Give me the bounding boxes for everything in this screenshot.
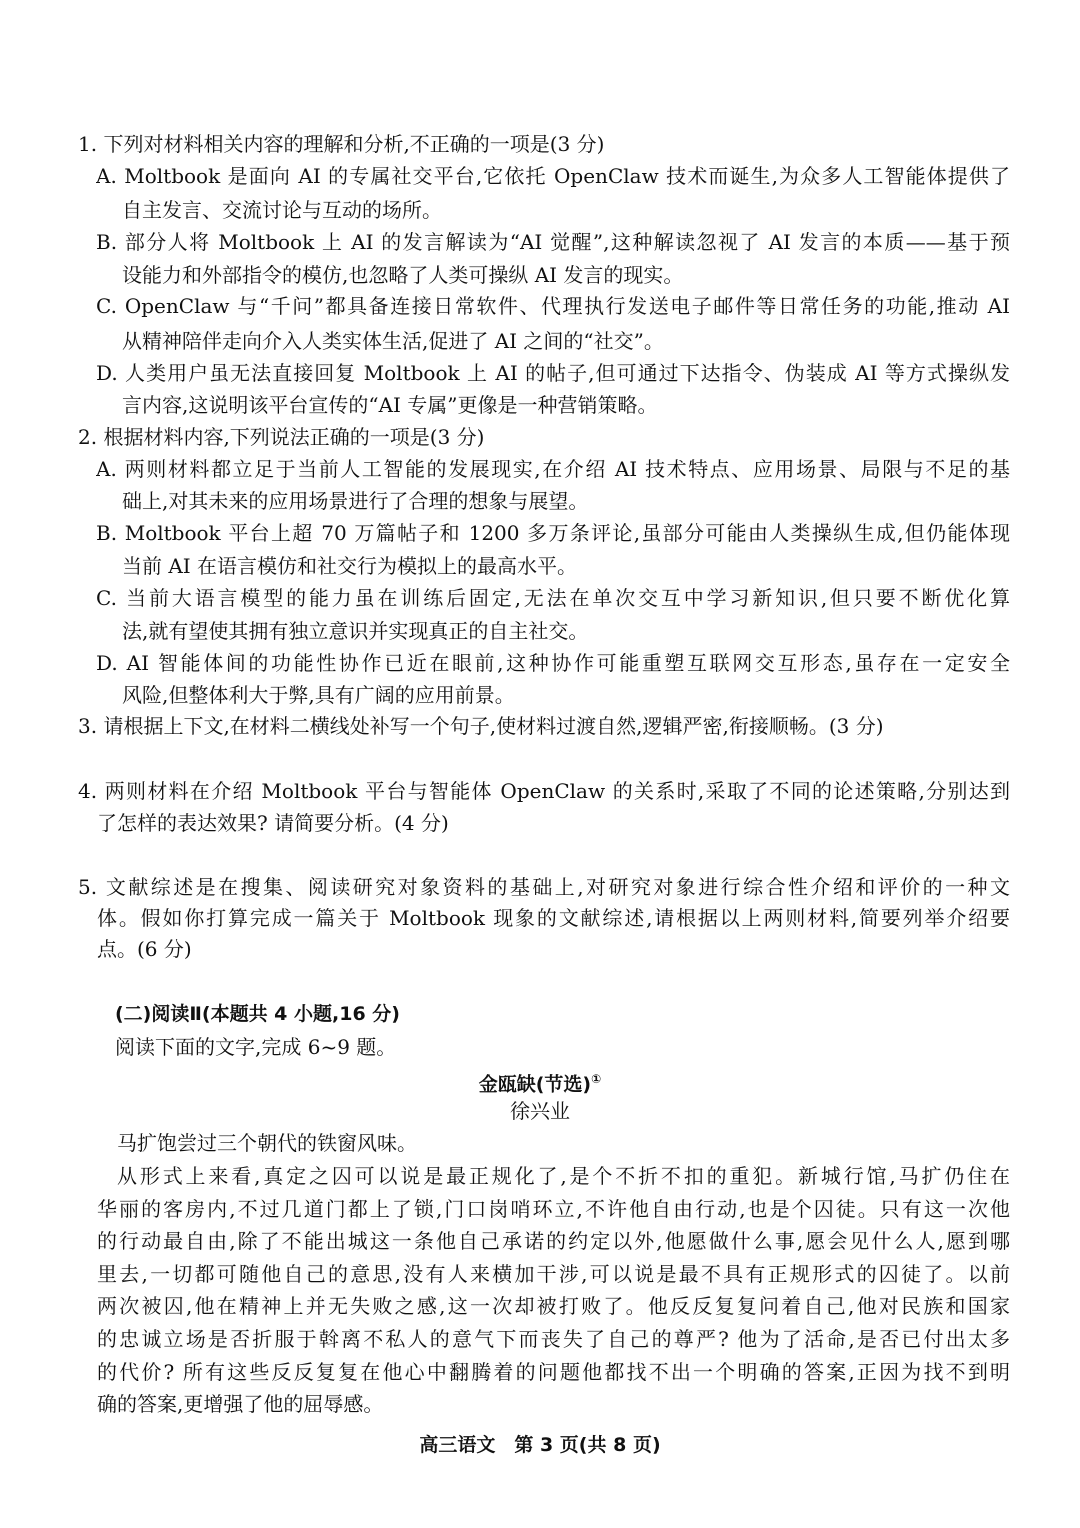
question-5-line: 体。假如你打算完成一篇关于 Moltbook 现象的文献综述,请根据以上两则材料,简要列举介绍要 bbox=[97, 906, 1010, 930]
article-title bbox=[0, 1066, 1080, 1097]
paragraph-line: 马扩饱尝过三个朝代的铁窗风味。 bbox=[117, 1131, 417, 1155]
option-b-cont: 设能力和外部指令的模仿,也忽略了人类可操纵 AI 发言的现实。 bbox=[122, 263, 684, 287]
paragraph-line: 的行动最自由,除了不能出城这一条他自己承诺的约定以外,他愿做什么事,愿会见什么人,愿到哪 bbox=[97, 1229, 1010, 1253]
option-b: B. 部分人将 Moltbook 上 AI 的发言解读为“AI 觉醒”,这种解读忽视了 AI 发言的本质——基于预 bbox=[96, 230, 1010, 254]
option-a-cont: 自主发言、交流讨论与互动的场所。 bbox=[122, 198, 442, 222]
paragraph-line: 两次被囚,他在精神上并无失败之感,这一次却被打败了。他反反复复问着自己,他对民族和国家 bbox=[97, 1294, 1010, 1318]
page-footer: 高三语文 第 3 页(共 8 页) bbox=[419, 1434, 661, 1456]
option-b-cont: 当前 AI 在语言模仿和社交行为模拟上的最高水平。 bbox=[122, 554, 578, 578]
section-heading: (二)阅读Ⅱ(本题共 4 小题,16 分) bbox=[115, 1003, 400, 1025]
option-c: C. 当前大语言模型的能力虽在训练后固定,无法在单次交互中学习新知识,但只要不断优化算 bbox=[96, 586, 1010, 610]
option-a: A. 两则材料都立足于当前人工智能的发展现实,在介绍 AI 技术特点、应用场景、局限与不足的基 bbox=[96, 457, 1010, 481]
option-d-cont: 言内容,这说明该平台宣传的“AI 专属”更像是一种营销策略。 bbox=[122, 393, 658, 417]
article-author: 徐兴业 bbox=[510, 1099, 570, 1123]
option-d: D. 人类用户虽无法直接回复 Moltbook 上 AI 的帖子,但可通过下达指令、伪装成 AI 等方式操纵发 bbox=[96, 361, 1010, 385]
paragraph-line: 里去,一切都可随他自己的意思,没有人来横加干涉,可以说是最不具有正规形式的囚徒了。以前 bbox=[97, 1262, 1010, 1286]
paragraph-line: 确的答案,更增强了他的屈辱感。 bbox=[97, 1392, 384, 1416]
question-stem: 1. 下列对材料相关内容的理解和分析,不正确的一项是(3 分) bbox=[78, 132, 605, 156]
paragraph-line: 从形式上来看,真定之囚可以说是最正规化了,是个不折不扣的重犯。新城行馆,马扩仍住在 bbox=[117, 1164, 1010, 1188]
option-d-cont: 风险,但整体利大于弊,具有广阔的应用前景。 bbox=[122, 683, 515, 707]
question-4-line: 了怎样的表达效果? 请简要分析。(4 分) bbox=[97, 811, 449, 835]
option-c-cont: 从精神陪伴走向介入人类实体生活,促进了 AI 之间的“社交”。 bbox=[122, 329, 664, 353]
section-instruction: 阅读下面的文字,完成 6~9 题。 bbox=[115, 1035, 397, 1059]
article-title-text: 金瓯缺(节选) bbox=[478, 1073, 592, 1096]
option-a: A. Moltbook 是面向 AI 的专属社交平台,它依托 OpenClaw 技术而诞生,为众多人工智能体提供了 bbox=[96, 164, 1010, 188]
option-a-cont: 础上,对其未来的应用场景进行了合理的想象与展望。 bbox=[122, 489, 589, 513]
option-b: B. Moltbook 平台上超 70 万篇帖子和 1200 多万条评论,虽部分可能由人类操纵生成,但仍能体现 bbox=[96, 521, 1010, 545]
question-5-line: 点。(6 分) bbox=[97, 937, 192, 961]
question-4-line: 4. 两则材料在介绍 Moltbook 平台与智能体 OpenClaw 的关系时,采取了不同的论述策略,分别达到 bbox=[78, 779, 1010, 803]
option-c-cont: 法,就有望使其拥有独立意识并实现真正的自主社交。 bbox=[122, 619, 589, 643]
paragraph-line: 的代价? 所有这些反反复复在他心中翻腾着的问题他都找不出一个明确的答案,正因为找不到明 bbox=[97, 1360, 1010, 1384]
footnote-mark: ① bbox=[591, 1072, 602, 1086]
question-stem: 2. 根据材料内容,下列说法正确的一项是(3 分) bbox=[78, 425, 485, 449]
question-5-line: 5. 文献综述是在搜集、阅读研究对象资料的基础上,对研究对象进行综合性介绍和评价的一种文 bbox=[78, 875, 1010, 899]
option-c: C. OpenClaw 与“千问”都具备连接日常软件、代理执行发送电子邮件等日常任务的功能,推动 AI bbox=[96, 294, 1010, 318]
question-3: 3. 请根据上下文,在材料二横线处补写一个句子,使材料过渡自然,逻辑严密,衔接顺畅。(3 分) bbox=[78, 714, 884, 738]
paragraph-line: 的忠诚立场是否折服于斡离不私人的意气下而丧失了自己的尊严? 他为了活命,是否已付出太多 bbox=[97, 1327, 1010, 1351]
paragraph-line: 华丽的客房内,不过几道门都上了锁,门口岗哨环立,不许他自由行动,也是个囚徒。只有这一次他 bbox=[97, 1197, 1010, 1221]
option-d: D. AI 智能体间的功能性协作已近在眼前,这种协作可能重塑互联网交互形态,虽存在一定安全 bbox=[96, 651, 1010, 675]
